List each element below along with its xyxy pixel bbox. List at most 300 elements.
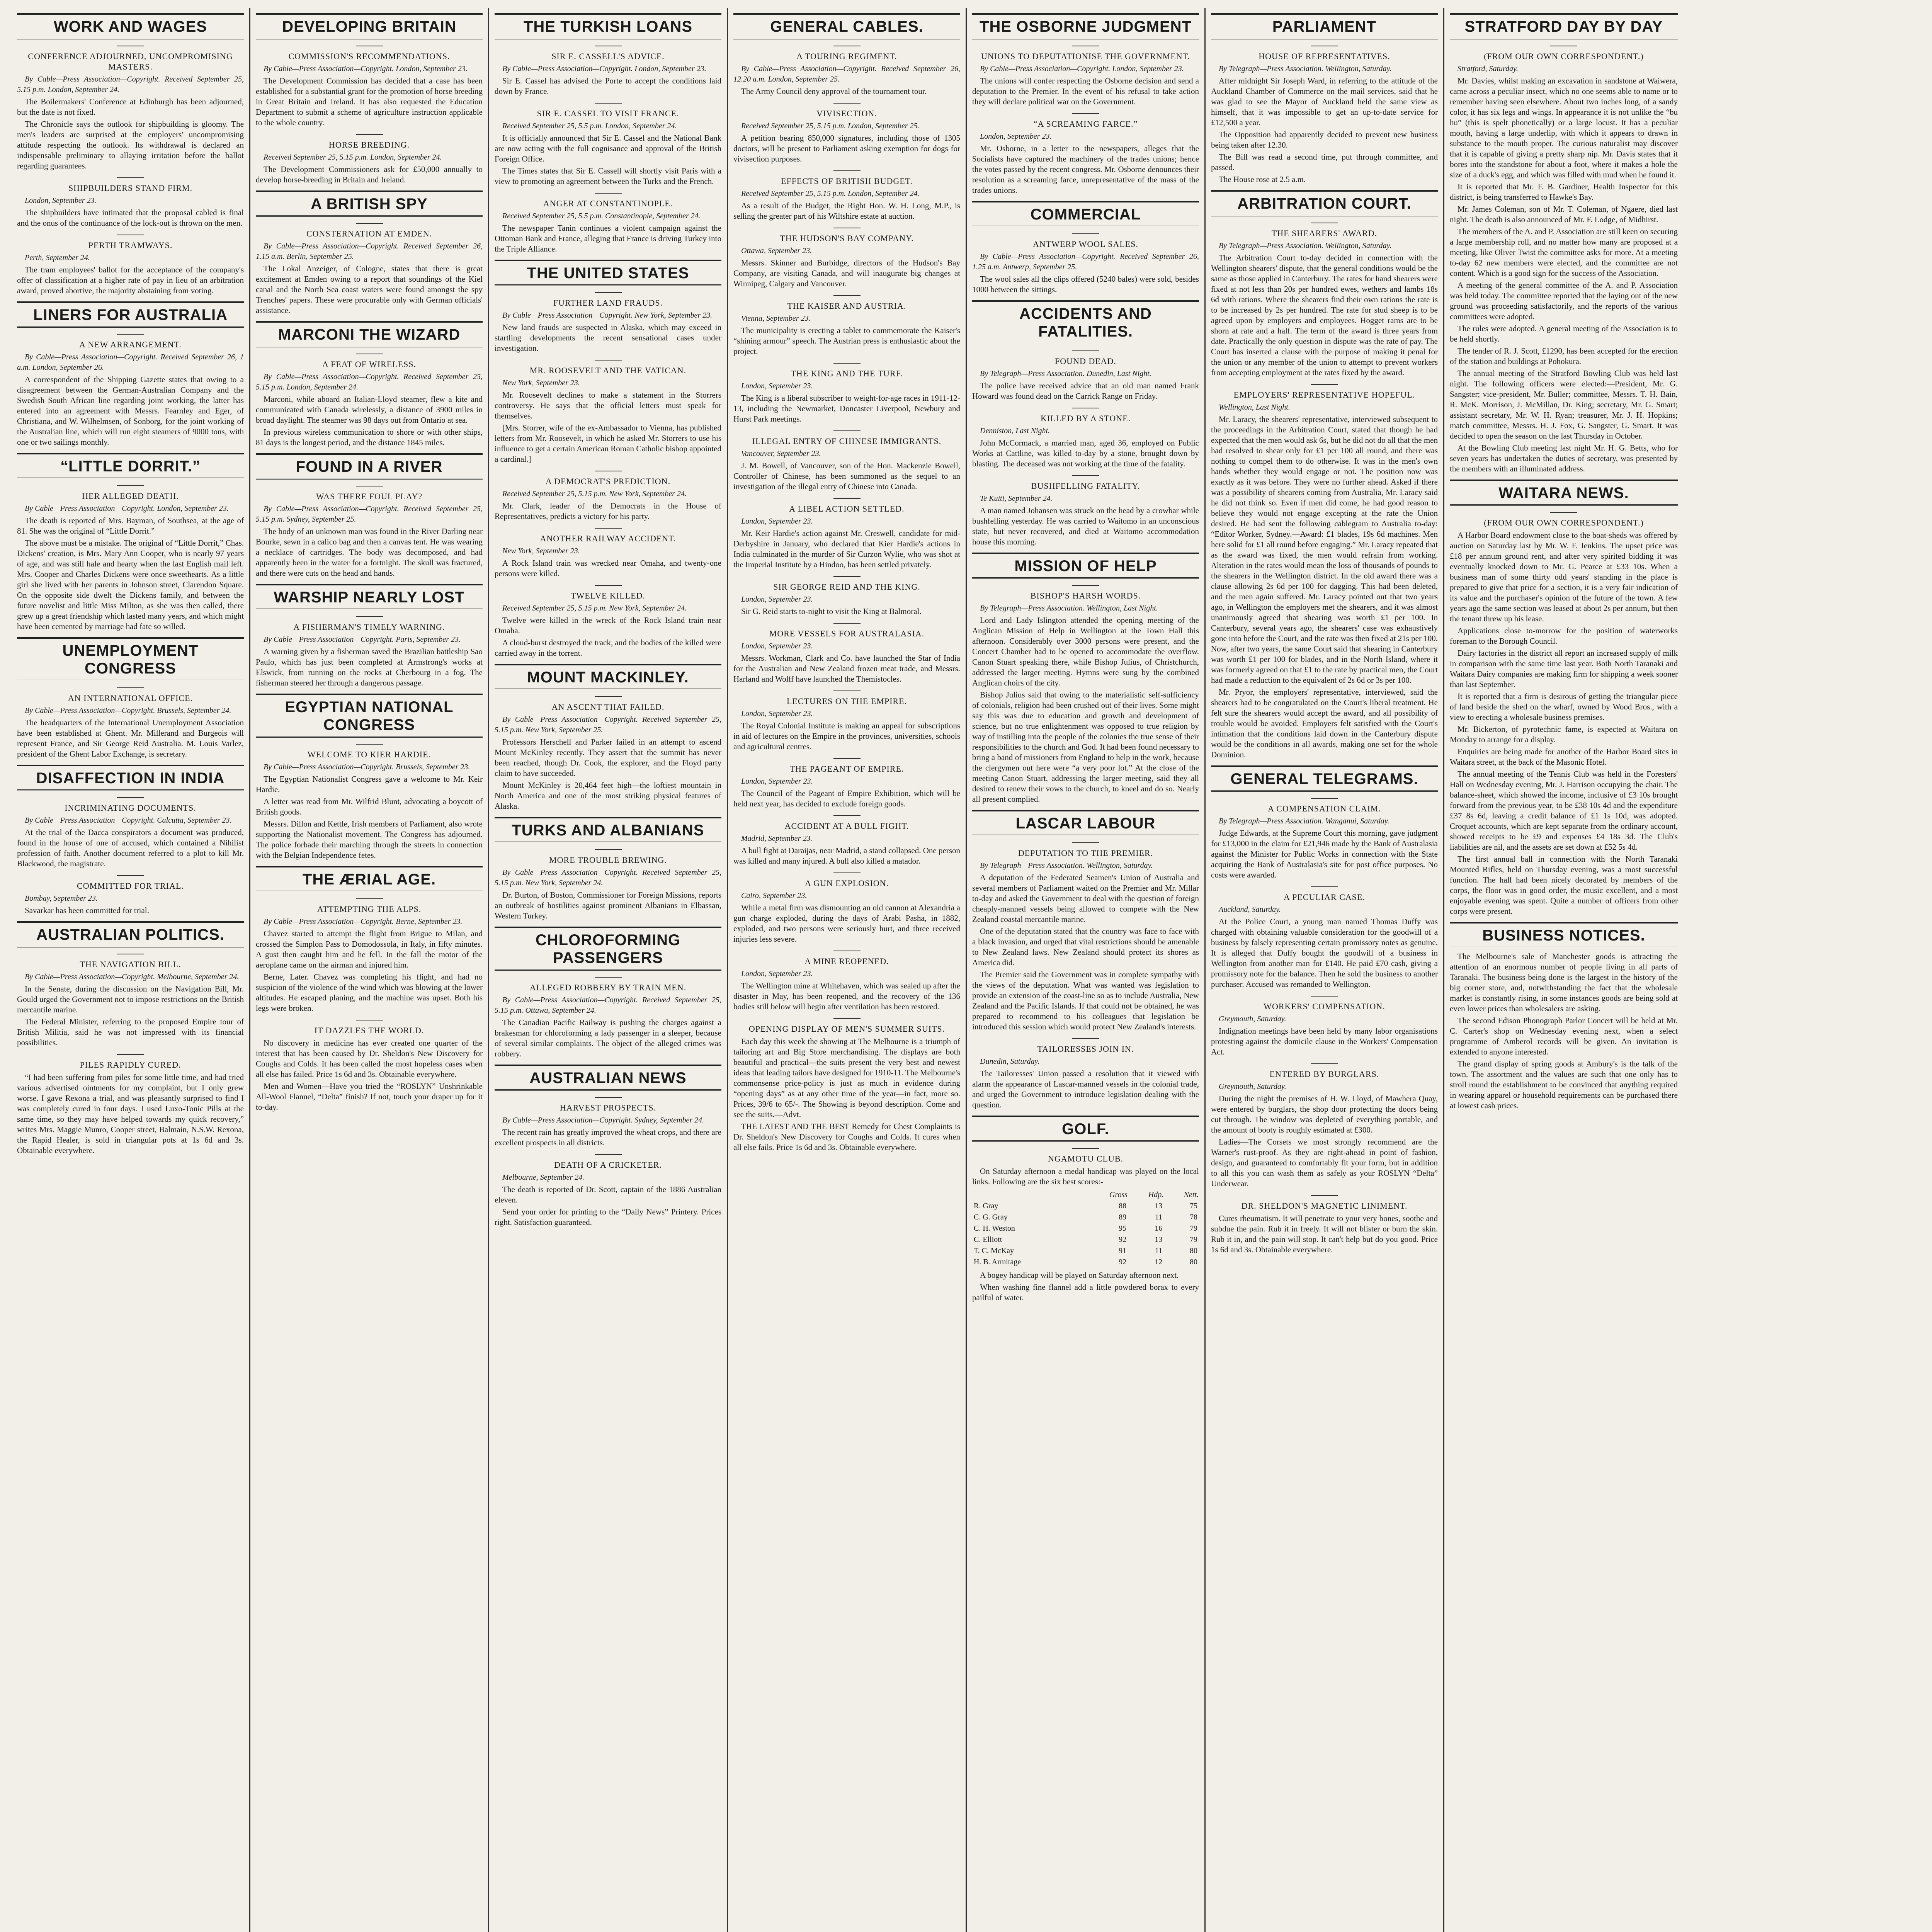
article	[733, 623, 960, 684]
article-subhead: IT DAZZLES THE WORLD.	[256, 1020, 483, 1036]
article	[495, 260, 721, 354]
article-headline: MISSION OF HELP	[972, 553, 1199, 579]
article-headline: FOUND IN A RIVER	[256, 453, 483, 480]
article-subhead: THE KING AND THE TURF.	[733, 363, 960, 379]
article	[17, 765, 244, 869]
article-subhead: ANGER AT CONSTANTINOPLE.	[495, 193, 721, 209]
article-dateline: Vancouver, September 23.	[741, 449, 821, 458]
article-dateline: London, September 23.	[25, 196, 97, 205]
article-dateline: Received September 25, 5.15 p.m. London, September 24.	[741, 189, 920, 198]
article-paragraph: At the trial of the Dacca conspirators a document was produced, found in the house of one of accused, which contained a Nihilist profession of faith. Another document referred to a plot to kill Mr. Blackwood, the magistrate.	[17, 828, 244, 868]
article-dateline: By Cable—Press Association—Copyright. Received September 25, 5.15 p.m. Ottawa, September 24.	[495, 996, 721, 1015]
article-paragraph: The Royal Colonial Institute is making an appeal for subscriptions in aid of lectures on the Empire in the provinces, universities, schools and agricultural centres.	[733, 721, 960, 751]
article-subhead: SIR E. CASSELL'S ADVICE.	[495, 46, 721, 61]
article-paragraph: The Arbitration Court to-day decided in connection with the Wellington shearers' dispute, that the general conditions would be the same as those applied in Canterbury. The rates for hand shearers were fixed at not less than 20s per hundred ewes, wethers and lambs 18s 6d with rations. Where the shearers find their own rations the rate is to be increased by 2s per hundred. The rate for stud sheep is to be agreed upon by employers and employees. Hogget rams are to be shorn at rate and a half. The term of the award is three years from date. Practically the only question in dispute was the rate of pay. The Court has inserted a clause with the purpose of making it penal for the union or any member of the union to attempt to prevent workers from accepting employment at the rates fixed by the award.	[1211, 253, 1438, 377]
scores-cell: C. G. Gray	[974, 1213, 1008, 1221]
article	[495, 585, 721, 658]
article	[972, 113, 1199, 196]
scores-cell: 13	[1155, 1235, 1163, 1244]
article-paragraph: The King is a liberal subscriber to weight-for-age races in 1911-12-13, including the Newmarket, Doncaster Liverpool, Newbury and Hurst Park meetings.	[733, 393, 960, 423]
scores-cell: 88	[1119, 1202, 1127, 1210]
article-paragraph: The Canadian Pacific Railway is pushing the charges against a brakesman for chloroforming a lady passenger in a sleeper, because of several similar complaints. The object of the alleged crimes was robbery.	[495, 1018, 721, 1058]
article-headline: MARCONI THE WIZARD	[256, 321, 483, 347]
article-dateline: New York, September 23.	[502, 379, 580, 387]
article-paragraph: The newspaper Tanin continues a violent campaign against the Ottoman Bank and France, alleging that France is driving Turkey into the Triple Alliance.	[495, 223, 721, 253]
article-paragraph: A warning given by a fisherman saved the Brazilian battleship Sao Paulo, which has just been completed at Armstrong's works at Elswick, from running on the rocks at Cherbourg in a fog. The fisherman steered her through a dangerous passage.	[256, 647, 483, 687]
article-subhead: “A SCREAMING FARCE.”	[972, 113, 1199, 129]
article-paragraph: The House rose at 2.5 a.m.	[1219, 175, 1306, 184]
article-headline: THE TURKISH LOANS	[495, 13, 721, 39]
article-paragraph: In the Senate, during the discussion on the Navigation Bill, Mr. Gould urged the Government not to impose restrictions on the British mercantile marine.	[17, 984, 244, 1014]
article-headline: GENERAL TELEGRAMS.	[1211, 765, 1438, 792]
article-paragraph: Mr. Pryor, the employers' representative, interviewed, said the shearers had to be congratulated on the Court's liberal treatment. He felt sure the shearers would accept the award, and all possibility of trouble would be avoided. Employers felt satisfied with the Court's intimation that the conditions laid down in the Canterbury dispute would be the conditions in all awards, making one set for the whole Dominion.	[1211, 687, 1438, 759]
article	[495, 927, 721, 1059]
article-subhead: THE KAISER AND AUSTRIA.	[733, 295, 960, 311]
article-paragraph: A meeting of the general committee of the A. and P. Association was held today. The committee reported that the laying out of the new ground was proceeding satisfactorily, and the reports of the various committees were adopted.	[1450, 281, 1678, 321]
article-headline: “LITTLE DORRIT.”	[17, 453, 244, 479]
article-dateline: By Cable—Press Association—Copyright. Brussels, September 23.	[264, 763, 470, 771]
article-paragraph: The death is reported of Dr. Scott, captain of the 1886 Australian eleven.	[495, 1185, 721, 1204]
article-dateline: By Cable—Press Association—Copyright. Received September 25, 5.15 p.m. London, September 24.	[17, 75, 244, 94]
article-paragraph: The first annual ball in connection with the North Taranaki Mounted Rifles, held on Thursday evening, was a most successful function. The hall had been nicely decorated by members of the corps, the floor was in good order, the music excellent, and a most enjoyable evening was spent. Quite a number of officers from other corps were present.	[1450, 854, 1678, 916]
article-paragraph: The tram employees' ballot for the acceptance of the company's offer of classification at a higher rate of pay in lieu of an arbitration award, proved abortive, the majority abstaining from voting.	[17, 265, 244, 295]
article-paragraph: The police have received advice that an old man named Frank Howard was found dead on the Carrick Range on Friday.	[972, 381, 1199, 401]
article-subhead: CONSTERNATION AT EMDEN.	[256, 223, 483, 239]
article-dateline: By Cable—Press Association—Copyright. Received September 26, 12.20 a.m. London, September 25.	[733, 65, 960, 83]
article	[17, 13, 244, 171]
article-dateline: By Telegraph—Press Association. Dunedin, Last Night.	[980, 369, 1151, 378]
article-paragraph: The municipality is erecting a tablet to commemorate the Kaiser's “shining armour” speech. The Austrian press is enthusiastic about the project.	[733, 326, 960, 356]
scores-cell: 89	[1119, 1213, 1127, 1221]
article-paragraph: Dr. Burton, of Boston, Commissioner for Foreign Missions, reports an outbreak of hostilities against prominent Albanians in Elbassan, Western Turkey.	[495, 890, 721, 920]
article-subhead: BUSHFELLING FATALITY.	[972, 475, 1199, 491]
article	[495, 360, 721, 464]
scores-header	[972, 1189, 1085, 1201]
table-row	[972, 1212, 1199, 1223]
article-paragraph: Mr. Clark, leader of the Democrats in the House of Representatives, predicts a victory for his party.	[495, 501, 721, 521]
article-paragraph: Mr. Bickerton, of pyrotechnic fame, is expected at Waitara on Monday to arrange for a display.	[1450, 724, 1678, 744]
article-paragraph: Berne, Later. Chavez was completing his flight, and had no suspicion of the violence of the wind which was blowing at the lower altitudes. He escaped planing, and the machine was upset. Both his legs were broken.	[256, 972, 483, 1013]
article-dateline: Received September 25, 5.15 p.m. New York, September 24.	[502, 490, 687, 498]
article-dateline: By Cable—Press Association—Copyright. London, September 23.	[25, 504, 229, 513]
article-paragraph: Mr. Roosevelt declines to make a statement in the Storrers controversy. He says that the official letters must speak for themselves.	[495, 390, 721, 420]
article-dateline: London, September 23.	[741, 642, 813, 650]
article-dateline: Madrid, September 23.	[741, 834, 813, 843]
article-dateline: Received September 25, 5.15 p.m. London, September 25.	[741, 122, 920, 130]
article-dateline: Melbourne, September 24.	[502, 1173, 585, 1182]
scores-cell: 79	[1190, 1235, 1197, 1244]
article-paragraph: A Harbor Board endowment close to the boat-sheds was offered by auction on Saturday last by Mr. W. F. Jenkins. The upset price was £18 per annum ground rent, and after very spirited bidding it was eventually knocked down to Mr. G. Pearce at £33 10s. When a business man of some thirty odd years' standing in the place is prepared to give that price for a section, it is a very fair indication of its value and the purchaser's opinion of the future of the town. A few years ago the same section was leased at about 2s per annum, but then the tenant threw up his lease.	[1450, 531, 1678, 623]
article	[1211, 1195, 1438, 1255]
article-paragraph: No discovery in medicine has ever created one quarter of the interest that has been caused by Dr. Sheldon's New Discovery for Coughs and Colds. It has been called the most hopeless cases when all else has failed. Price 1s 6d and 3s. Obtainable everywhere.	[256, 1038, 483, 1079]
article-dateline: London, September 23.	[741, 595, 813, 604]
news-column	[12, 8, 250, 1932]
article	[733, 758, 960, 809]
article	[256, 1020, 483, 1112]
article	[256, 190, 483, 316]
article	[1450, 13, 1678, 474]
article-paragraph: A man named Johansen was struck on the head by a crowbar while bushfelling yesterday. He was carried to Waitomo in an unconscious state, but never recovered, and died at Waitomo accommodation house this morning.	[972, 506, 1199, 546]
article	[256, 13, 483, 128]
scores-cell: 80	[1190, 1247, 1197, 1255]
table-row	[972, 1245, 1199, 1257]
article	[733, 576, 960, 617]
article-subhead: EFFECTS OF BRITISH BUDGET.	[733, 170, 960, 186]
article-headline: UNEMPLOYMENT CONGRESS	[17, 637, 244, 681]
article-subhead: HARVEST PROSPECTS.	[495, 1097, 721, 1113]
article	[1211, 886, 1438, 990]
scores-cell: 91	[1119, 1247, 1127, 1255]
article-dateline: Greymouth, Saturday.	[1219, 1015, 1286, 1023]
article-paragraph: Each day this week the showing at The Melbourne is a triumph of tailoring art and Big Store merchandising. The displays are both beautiful and practical—the suits present the very best and newest ideas that leading tailors have designed for 1910-11. The Melbourne's commonsense price-policy is just as much in evidence during “opening days” as at any other time of the year—in fact, more so. Prices, 39/6 to 65/-. The Showing is beyond description. Come and see the suits.—Advt.	[733, 1037, 960, 1119]
article-subhead: LECTURES ON THE EMPIRE.	[733, 690, 960, 706]
article-headline: AUSTRALIAN NEWS	[495, 1065, 721, 1091]
article-paragraph: Enquiries are being made for another of the Harbor Board sites in Waitara street, at the back of the Masonic Hotel.	[1450, 747, 1678, 767]
article-paragraph: Mr. Laracy, the shearers' representative, interviewed subsequent to the proceedings in the Arbitration Court, stated that though he had expected that the men would ask 6s, but he did not do all that the men had resolved to shear only for £1 per 100 all round, and there was nothing to compel them to do otherwise. It was in the men's own hands whether they would engage or not. The position now was exactly as it was before. They were no further ahead. Asked if there was a possibility of shearers coming from Australia, Mr. Laracy said he did not think so. Even if men did come, he had good reason to believe they would not engage excepting at the rate the Union desired. He had sent the following cablegram to Australia to-day: “Editor Worker, Sydney.—Award: £1 blades, 19s 6d machines. Men here solid for £1 all round before engaging.” Mr. Laracy repeated that as the award was fixed, the men would refrain from working. Alteration in the rates would mean the loss of thousands of pounds to the shearers in the Wellington district. In the old award there was a clause allowing 2s 6d per 100 for dagging. This had been deleted, and the men again suffered. Mr. Laracy pointed out that two years ago, in Wellington the employers met the shearers, and it was almost unanimously agreed that shearing was worth £1 per 100. In Canterbury, several years ago, the shearers' case was exhaustively gone into before the Court, and the rate was then fixed at 21s per 100. Now, after two years, the same Court said that shearing in Canterbury was worth £1 per 100 for blades, and in the North Island, where it was formerly agreed on that £1 to the rate by practical men, the Court had made a reduction to the equivalent of 2s 6d or 3s per 100.	[1211, 415, 1438, 685]
article-headline: ARBITRATION COURT.	[1211, 190, 1438, 216]
article-subhead: ILLEGAL ENTRY OF CHINESE IMMIGRANTS.	[733, 430, 960, 446]
article	[256, 584, 483, 688]
article-subhead: CONFERENCE ADJOURNED, UNCOMPROMISING MASTERS.	[17, 46, 244, 72]
article	[733, 363, 960, 424]
scores-cell: C. Elliott	[974, 1235, 1002, 1244]
scores-cell: H. B. Armitage	[974, 1258, 1021, 1266]
scores-cell: 16	[1155, 1224, 1163, 1233]
article-dateline: Bombay, September 23.	[25, 894, 98, 903]
article-headline: CHLOROFORMING PASSENGERS	[495, 927, 721, 971]
article	[1450, 922, 1678, 1111]
article-paragraph: Chavez started to attempt the flight from Brigue to Milan, and crossed the Simplon Pass to Domodossola, in Italy, in fifty minutes. A gust then caught him and he fell. In the fall the motor of the aeroplane came on the airman and injured him.	[256, 929, 483, 969]
article-paragraph: The Bill was read a second time, put through committee, and passed.	[1211, 152, 1438, 172]
article-subhead: (FROM OUR OWN CORRESPONDENT.)	[1450, 512, 1678, 528]
article-headline: THE ÆRIAL AGE.	[256, 866, 483, 892]
article	[495, 1065, 721, 1148]
article-paragraph: After midnight Sir Joseph Ward, in referring to the attitude of the Auckland Chamber of Commerce on the mail services, said that he was glad to see the Mayor of Auckland held the same view as himself, that it was impossible to get an up-to-date service for £12,500 a year.	[1211, 76, 1438, 127]
article-subhead: SIR E. CASSEL TO VISIT FRANCE.	[495, 103, 721, 119]
article	[17, 637, 244, 759]
article-subhead: HER ALLEGED DEATH.	[17, 485, 244, 501]
article	[1211, 1063, 1438, 1189]
article	[495, 471, 721, 522]
article-paragraph: Messrs. Skinner and Burbidge, directors of the Hudson's Bay Company, are visiting Canada, and will inaugurate big changes at Winnipeg, Calgary and Vancouver.	[733, 258, 960, 288]
article	[495, 528, 721, 579]
article	[495, 193, 721, 254]
article	[1450, 480, 1678, 917]
article	[256, 134, 483, 185]
article-headline: THE UNITED STATES	[495, 260, 721, 286]
article-subhead: PILES RAPIDLY CURED.	[17, 1054, 244, 1070]
article-subhead: ANTWERP WOOL SALES.	[972, 233, 1199, 249]
article-paragraph: The tender of R. J. Scott, £1290, has been accepted for the erection of the station and buildings at Pohokura.	[1450, 346, 1678, 366]
article	[17, 1054, 244, 1156]
article-subhead: FURTHER LAND FRAUDS.	[495, 292, 721, 308]
article	[495, 103, 721, 187]
article-dateline: Cairo, September 23.	[741, 891, 807, 900]
article-paragraph: J. M. Bowell, of Vancouver, son of the Hon. Mackenzie Bowell, Controller of Chinese, has been summoned as the sequel to an investigation of the illegal entry of Chinese into Canada.	[733, 461, 960, 491]
article	[733, 103, 960, 164]
article-subhead: A MINE REOPENED.	[733, 951, 960, 966]
article-paragraph: The shipbuilders have intimated that the proposal cabled is final and the onus of the continuance of the lock-out is thrown on the men.	[17, 208, 244, 228]
article-dateline: By Cable—Press Association—Copyright. Sydney, September 24.	[502, 1116, 704, 1124]
article-subhead: SHIPBUILDERS STAND FIRM.	[17, 177, 244, 193]
article-subhead: TAILORESSES JOIN IN.	[972, 1038, 1199, 1054]
article	[972, 810, 1199, 1032]
article-subhead: MR. ROOSEVELT AND THE VATICAN.	[495, 360, 721, 376]
article-subhead: ANOTHER RAILWAY ACCIDENT.	[495, 528, 721, 544]
article-paragraph: When washing fine flannel add a little powdered borax to every pailful of water.	[972, 1282, 1199, 1302]
article	[256, 694, 483, 861]
article-paragraph: Judge Edwards, at the Supreme Court this morning, gave judgment for £13,000 in the claim for £21,946 made by the Bank of Australasia against the Minister for Public Works in connection with the State acquiring the Bank of Australasia's site for post office purposes. No costs were awarded.	[1211, 828, 1438, 879]
article	[256, 321, 483, 448]
article-subhead: COMMISSION'S RECOMMENDATIONS.	[256, 46, 483, 61]
article-dateline: London, September 23.	[741, 969, 813, 978]
article-subhead: (FROM OUR OWN CORRESPONDENT.)	[1450, 46, 1678, 61]
article-dateline: Received September 25, 5.15 p.m. London, September 24.	[264, 153, 442, 162]
article-subhead: DEPUTATION TO THE PREMIER.	[972, 842, 1199, 858]
table-row	[972, 1223, 1199, 1234]
article-dateline: By Cable—Press Association—Copyright. Received September 26, 1.25 a.m. Antwerp, September 25.	[972, 252, 1199, 271]
article	[256, 453, 483, 578]
article	[17, 921, 244, 1048]
article-headline: WARSHIP NEARLY LOST	[256, 584, 483, 610]
article	[495, 817, 721, 921]
article-paragraph: The annual meeting of the Stratford Bowling Club was held last night. The following officers were elected:—President, Mr. G. Sangster; vice-president, Mr. Buller; committee, Messrs. T. H. Bain, R. McK. Morrison, J. McMillan, Dr. King; secretary, Mr. G. Smart; assistant secretary, Mr. W. H. Ryan; treasurer, Mr. J. H. Hopkins; match committee, Messrs. H. J. Fox, G. Sangster, G. Smart. It was decided to open the season on the last Thursday in October.	[1450, 369, 1678, 440]
scores-cell: 11	[1155, 1247, 1163, 1255]
news-column	[1206, 8, 1444, 1932]
article-paragraph: The Times states that Sir E. Cassell will shortly visit Paris with a view to promoting an agreement between the Turks and the French.	[495, 166, 721, 186]
article-paragraph: The death is reported of Mrs. Bayman, of Southsea, at the age of 81. She was the original of “Little Dorrit.”	[17, 516, 244, 536]
article-subhead: A PECULIAR CASE.	[1211, 886, 1438, 902]
article-dateline: New York, September 23.	[502, 547, 580, 555]
newspaper-page	[12, 8, 1932, 1932]
article-paragraph: Professors Herschell and Parker failed in an attempt to ascend Mount McKinley recently. They assert that the summit has never been reached, though Dr. Cook, the explorer, and the Floyd party claim to have succeeded.	[495, 737, 721, 778]
article-paragraph: The Egyptian Nationalist Congress gave a welcome to Mr. Keir Hardie.	[256, 774, 483, 794]
article-paragraph: The recent rain has greatly improved the wheat crops, and there are excellent prospects in all districts.	[495, 1128, 721, 1147]
article-dateline: By Telegraph—Press Association. Wanganui, Saturday.	[1219, 817, 1389, 825]
news-column	[967, 8, 1206, 1932]
article-dateline: By Telegraph—Press Association. Wellington, Last Night.	[980, 604, 1158, 612]
article-subhead: SIR GEORGE REID AND THE KING.	[733, 576, 960, 592]
article-headline: TURKS AND ALBANIANS	[495, 817, 721, 843]
article-paragraph: A bogey handicap will be played on Saturday afternoon next.	[980, 1270, 1179, 1280]
article-headline: COMMERCIAL	[972, 201, 1199, 227]
article-paragraph: The Tailoresses' Union passed a resolution that it viewed with alarm the appearance of Lascar-manned vessels in the colonial trade, and urged the Government to introduce legislation dealing with the question.	[972, 1069, 1199, 1109]
article-subhead: OPENING DISPLAY OF MEN'S SUMMER SUITS.	[733, 1018, 960, 1034]
article-dateline: Auckland, Saturday.	[1219, 905, 1281, 914]
article-subhead: TWELVE KILLED.	[495, 585, 721, 601]
article-dateline: By Cable—Press Association—Copyright. Berne, September 23.	[264, 917, 463, 926]
article-headline: LINERS FOR AUSTRALIA	[17, 301, 244, 328]
article-subhead: FOUND DEAD.	[972, 350, 1199, 366]
article-dateline: By Cable—Press Association—Copyright. Received September 25, 5.15 p.m. New York, September 25.	[495, 715, 721, 734]
article-paragraph: As a result of the Budget, the Right Hon. W. H. Long, M.P., is selling the greater part of his Wiltshire estate at auction.	[733, 201, 960, 221]
article-subhead: A COMPENSATION CLAIM.	[1211, 798, 1438, 814]
article-paragraph: The Premier said the Government was in complete sympathy with the views of the deputation. What was wanted was legislation to provide an extension of the coast-line so as to include Australia, New Zealand and the Pacific Islands. If that could not be obtained, he was prepared to recommend to his colleagues that legislation be introduced this session which would protect New Zealand's interests.	[972, 970, 1199, 1031]
article-paragraph: In previous wireless communication to shore or with other ships, 81 days is the longest period, and the distance 1845 miles.	[256, 427, 483, 447]
article-dateline: Stratford, Saturday.	[1458, 65, 1518, 73]
article-paragraph: The Wellington mine at Whitehaven, which was sealed up after the disaster in May, has been reopened, and the recovery of the 136 bodies still below will begin after ventilation has been restored.	[733, 981, 960, 1011]
article-subhead: WELCOME TO KIER HARDIE.	[256, 744, 483, 760]
article-subhead: THE SHEARERS' AWARD.	[1211, 223, 1438, 238]
article-paragraph: New land frauds are suspected in Alaska, which may exceed in startling developments the recent sensational cases under investigation.	[495, 323, 721, 353]
article-dateline: By Cable—Press Association—Copyright. Received September 25, 5.15 p.m. London, September 24.	[256, 372, 483, 391]
article-paragraph: The Lokal Anzeiger, of Cologne, states that there is great excitement at Emden owing to a report that soundings of the Kiel canal and the North Sea coast waters were found amongst the spy Trenches' papers. These were procurable only with German officials' assistance.	[256, 264, 483, 315]
article-dateline: By Cable—Press Association—Copyright. Brussels, September 24.	[25, 706, 231, 715]
article-dateline: By Telegraph—Press Association. Wellington, Saturday.	[980, 861, 1153, 870]
article	[733, 13, 960, 97]
scores-cell: 75	[1190, 1202, 1197, 1210]
article-subhead: WAS THERE FOUL PLAY?	[256, 486, 483, 502]
article-dateline: London, September 23.	[741, 777, 813, 786]
article-paragraph: The unions will confer respecting the Osborne decision and send a deputation to the Premier. In the event of his refusal to take action they will declare political war on the Government.	[972, 76, 1199, 106]
article-subhead: DEATH OF A CRICKETER.	[495, 1154, 721, 1170]
article-subhead: A FISHERMAN'S TIMELY WARNING.	[256, 616, 483, 632]
article-dateline: London, September 23.	[741, 517, 813, 526]
article-headline: ACCIDENTS AND FATALITIES.	[972, 300, 1199, 344]
article	[17, 235, 244, 296]
article-headline: EGYPTIAN NATIONAL CONGRESS	[256, 694, 483, 738]
table-row	[972, 1201, 1199, 1212]
article-paragraph: The Development Commissioners ask for £50,000 annually to develop horse-breeding in Britain and Ireland.	[256, 165, 483, 184]
article-headline: MOUNT MACKINLEY.	[495, 664, 721, 690]
article-paragraph: The members of the A. and P. Association are still keen on securing a large membership roll, and no matter how many are proposed at a meeting, like Oliver Twist the committee asks for more. At a meeting to-day 62 new members were elected, and the committee are not content. Which is a good sign for the success of the Association.	[1450, 227, 1678, 278]
article-dateline: By Cable—Press Association—Copyright. Received September 26, 1.15 a.m. Berlin, September 25.	[256, 242, 483, 261]
article-subhead: A DEMOCRAT'S PREDICTION.	[495, 471, 721, 486]
article-paragraph: Lord and Lady Islington attended the opening meeting of the Anglican Mission of Help in Wellington at the Town Hall this afternoon. Considerably over 3000 persons were present, and the Concert Chamber had to be opened to accommodate the overflow. Canon Stuart speaking there, while Bishop Julius, of Christchurch, addressed the larger meeting. Hymns were sung by the combined Anglican choirs of the city.	[972, 616, 1199, 687]
article-paragraph: The wool sales all the clips offered (5240 bales) were sold, besides 1000 between the sittings.	[972, 274, 1199, 294]
article-subhead: THE HUDSON'S BAY COMPANY.	[733, 228, 960, 243]
article	[972, 553, 1199, 804]
article-headline: DEVELOPING BRITAIN	[256, 13, 483, 39]
article-paragraph: One of the deputation stated that the country was face to face with a black invasion, and urged that vital restrictions should be amenable to New Zealand laws. New Zealand should protect its shores as America did.	[972, 927, 1199, 967]
article-paragraph: The grand display of spring goods at Ambury's is the talk of the town. The assortment and the values are such that one only has to stroll round the establishment to be convinced that anything required in wearing apparel or household requirements can be purchased there at lowest cash prices.	[1450, 1059, 1678, 1110]
article-headline: PARLIAMENT	[1211, 13, 1438, 39]
article-paragraph: Mr. Davies, whilst making an excavation in sandstone at Waiwera, came across a peculiar insect, which no one seems able to name or to remember having seen elsewhere. About two inches long, of a sandy color, it has six legs and wings. In appearance it is not unlike the “bu hu” (this is spelt phonetically) or a large locust. It has a peculiar mouth, having a large underlip, with which it appears to drawn in substance to the mouth proper. The curious naturalist may discover that it is capable of giving a pretty sharp nip. Mr. Davis states that it bores into the standstone for about a foot, where it makes a hole the size of a duck's egg, and which was filled with mud when he found it.	[1450, 76, 1678, 179]
article-paragraph: A deputation of the Federated Seamen's Union of Australia and several members of Parliament waited on the Premier and Mr. Millar to-day and asked the Government to deal with the question of foreign cheaply-manned vessels being allowed to compete with the New Zealand coastal mercantile marine.	[972, 873, 1199, 924]
scores-cell: 80	[1190, 1258, 1197, 1266]
article-paragraph: A Rock Island train was wrecked near Omaha, and twenty-one persons were killed.	[495, 558, 721, 578]
article	[256, 866, 483, 1014]
scores-cell: 95	[1119, 1224, 1127, 1233]
article-headline: THE OSBORNE JUDGMENT	[972, 13, 1199, 39]
article	[972, 201, 1199, 295]
article-subhead: DR. SHELDON'S MAGNETIC LINIMENT.	[1211, 1195, 1438, 1211]
article-paragraph: A letter was read from Mr. Wilfrid Blunt, advocating a boycott of British goods.	[256, 797, 483, 816]
article-paragraph: At the Police Court, a young man named Thomas Duffy was charged with obtaining valuable consideration for the goodwill of a business by falsely representing certain promissory notes as genuine. It is alleged that Duffy bought the goodwill of a business in Wellington from another man for £140. He paid £70 cash, giving a promissory note for the balance. Then he sold the business to another purchaser. Accused was remanded to Wellington.	[1211, 917, 1438, 989]
article-subhead: MORE TROUBLE BREWING.	[495, 849, 721, 865]
article	[495, 664, 721, 811]
scores-cell: 92	[1119, 1258, 1127, 1266]
article-paragraph: The above must be a mistake. The original of “Little Dorrit,” Chas. Dickens' creation, is Mrs. Mary Ann Cooper, who is nearly 97 years of age, and was still hale and hearty when the last English mail left. Mrs. Cooper and Charles Dickens were once sweethearts. As a little girl she lived with her parents in Johnson street, Clarendon Square. On the opposite side dwelt the Dickens family, and between the future novelist and little Miss Milton, as she was then called, there grew up a great friendship which lasted many years, and which might have been cemented by marriage had fate so willed.	[17, 538, 244, 631]
article-paragraph: A petition bearing 850,000 signatures, including those of 1305 doctors, will be present to Parliament asking exemption for dogs for vivisection purposes.	[733, 133, 960, 163]
article-subhead: ALLEGED ROBBERY BY TRAIN MEN.	[495, 977, 721, 993]
article-subhead: AN ASCENT THAT FAILED.	[495, 696, 721, 712]
article-dateline: By Cable—Press Association—Copyright. Received September 25, 5.15 p.m. Sydney, September 25.	[256, 505, 483, 524]
article-subhead: NGAMOTU CLUB.	[972, 1148, 1199, 1164]
article-paragraph: The Development Commission has decided that a case has been established for a substantial grant for the promotion of horse breeding in Great Britain and Ireland. It has also requested the Education Department to submit a scheme of agriculture instruction applicable to the whole country.	[256, 76, 483, 127]
article-paragraph: Twelve were killed in the wreck of the Rock Island train near Omaha.	[495, 616, 721, 635]
article-subhead: INCRIMINATING DOCUMENTS.	[17, 797, 244, 813]
article-subhead: A LIBEL ACTION SETTLED.	[733, 498, 960, 514]
article-paragraph: The body of an unknown man was found in the River Darling near Bourke, sewn in a calico bag and then a canvas tent. He was wearing a necklace of cartridges. The body was decomposed, and had apparently been in the water for a fortnight. The skull was fractured, and there were cuts on the head and hands.	[256, 527, 483, 578]
article-subhead: A TOURING REGIMENT.	[733, 46, 960, 61]
article-paragraph: Men and Women—Have you tried the “ROSLYN” Unshrinkable All-Wool Flannel, “Delta” finish? If not, touch your draper up for it to-day.	[256, 1082, 483, 1112]
article-paragraph: Bishop Julius said that owing to the materialistic self-sufficiency of colonials, religion had been crushed out of their lives. Some might say this was due to education and growth and development of science, but no true enlightenment was opposed to true religion by way of instilling into the people of the colonies the true sense of their responsibilities to the church and God. It had been found necessary to bring a band of missioners from England to help in the work, because the clergymen out here were “a very poor lot.” At the close of the meeting Canon Stuart, addressing the larger meeting, said they all desired to renew their vows to the church, to kneel and do so. Nearly all present complied.	[972, 690, 1199, 804]
article-paragraph: Messrs. Workman, Clark and Co. have launched the Star of India for the Australian and New Zealand frozen meat trade, and Messrs. Harland and Wolff have launched the Themistocles.	[733, 653, 960, 684]
article	[1211, 384, 1438, 760]
article	[1211, 190, 1438, 378]
article-dateline: By Cable—Press Association—Copyright. London, September 23.	[502, 65, 706, 73]
article	[733, 872, 960, 944]
article-paragraph: It is reported that Mr. F. B. Gardiner, Health Inspector for this district, is being transferred to Hawke's Bay.	[1450, 182, 1678, 202]
article-paragraph: Savarkar has been committed for trial.	[25, 906, 149, 915]
article-dateline: By Cable—Press Association—Copyright. Received September 26, 1 a.m. London, September 26.	[17, 353, 244, 372]
article	[1211, 996, 1438, 1057]
article-dateline: London, September 23.	[741, 709, 813, 718]
article-paragraph: During the night the premises of H. W. Lloyd, of Mawhera Quay, were entered by burglars, the shop door protecting the doors being cut through. The window was depleted of everything portable, and the amount of booty is roughly estimated at £300.	[1211, 1094, 1438, 1134]
news-column	[728, 8, 967, 1932]
article-subhead: EMPLOYERS' REPRESENTATIVE HOPEFUL.	[1211, 384, 1438, 400]
article-dateline: Te Kuiti, September 24.	[980, 494, 1053, 503]
article-paragraph: The second Edison Phonograph Parlor Concert will be held at Mr. C. Carter's shop on Wednesday evening next, when a select programme of Amberol records will be given. An invitation is extended to anyone interested.	[1450, 1016, 1678, 1056]
article	[733, 170, 960, 221]
article	[733, 1018, 960, 1153]
article-dateline: Ottawa, September 23.	[741, 247, 812, 255]
article-dateline: By Cable—Press Association—Copyright. London, September 23.	[980, 65, 1184, 73]
article-subhead: THE PAGEANT OF EMPIRE.	[733, 758, 960, 774]
article-dateline: By Telegraph—Press Association. Wellington, Saturday.	[1219, 242, 1392, 250]
article-dateline: Perth, September 24.	[25, 253, 90, 262]
article-dateline: Wellington, Last Night.	[1219, 403, 1290, 412]
article	[972, 1038, 1199, 1110]
article-subhead: A FEAT OF WIRELESS.	[256, 354, 483, 369]
scores-cell: 79	[1190, 1224, 1197, 1233]
scores-cell: T. C. McKay	[974, 1247, 1014, 1255]
article-subhead: MORE VESSELS FOR AUSTRALASIA.	[733, 623, 960, 639]
article-dateline: Received September 25, 5.15 p.m. New York, September 24.	[502, 604, 687, 612]
article-dateline: London, September 23.	[980, 132, 1052, 141]
article-paragraph: Mr. Osborne, in a letter to the newspapers, alleges that the Socialists have captured the machinery of the trades unions; hence the votes passed by the recent congress. Mr. Osborne denounces their resolution as a screaming farce, unrepresentative of the mass of the trades unions.	[972, 144, 1199, 195]
article-dateline: London, September 23.	[741, 382, 813, 390]
table-row	[972, 1234, 1199, 1245]
article-subhead: WORKERS' COMPENSATION.	[1211, 996, 1438, 1012]
article-dateline: By Cable—Press Association—Copyright. London, September 23.	[264, 65, 468, 73]
news-column	[489, 8, 728, 1932]
article-paragraph: Mr. Keir Hardie's action against Mr. Creswell, candidate for mid-Derbyshire in January, who declared that Kier Hardie's actions in India culminated in the murder of Sir Curzon Wylie, who was shot at the Imperial Institute by a Hindoo, has been settled privately.	[733, 529, 960, 569]
article	[495, 13, 721, 97]
article-paragraph: Indignation meetings have been held by many labor organisations protesting against the domicile clause in the Workers' Compensation Act.	[1211, 1026, 1438, 1056]
article-dateline: Received September 25, 5.5 p.m. Constantinople, September 24.	[502, 212, 701, 220]
article-subhead: VIVISECTION.	[733, 103, 960, 119]
article-paragraph: A bull fight at Daraijas, near Madrid, a stand collapsed. One person was killed and many injured. A bull also killed a matador.	[733, 846, 960, 866]
article-paragraph: Sir G. Reid starts to-night to visit the King at Balmoral.	[741, 607, 922, 616]
scores-header: Gross	[1109, 1190, 1128, 1199]
article-paragraph: Mr. James Coleman, son of Mr. T. Coleman, of Ngaere, died last night. The death is also announced of Mr. F. Lodge, of Midhirst.	[1450, 204, 1678, 224]
scores-cell: 13	[1155, 1202, 1163, 1210]
article-paragraph: Mount McKinley is 20,464 feet high—the loftiest mountain in North America and one of the most striking physical features of Alaska.	[495, 781, 721, 811]
article-headline: STRATFORD DAY BY DAY	[1450, 13, 1678, 39]
article-headline: WORK AND WAGES	[17, 13, 244, 39]
article-paragraph: Dairy factories in the district all report an increased supply of milk in comparison with the same time last year. Both North Taranaki and Waitara Dairy companies are making firm for shipping a week sooner than last September.	[1450, 648, 1678, 689]
article-paragraph: The Boilermakers' Conference at Edinburgh has been adjourned, but the date is not fixed.	[17, 97, 244, 117]
article-paragraph: Applications close to-morrow for the position of waterworks foreman to the Borough Council.	[1450, 626, 1678, 646]
article	[495, 1154, 721, 1228]
article-paragraph: The annual meeting of the Tennis Club was held in the Foresters' Hall on Wednesday evening, Mr. J. Harrison occupying the chair. The balance-sheet, which showed the income, inclusive of £3 10s brought forward from the previous year, to be £38 10s 4d and the expenditure £37 8s 6d, leaving a credit balance of £1 1s 10d, was adopted. Croquet accounts, which are kept separate from the ordinary account, showed receipts to be £9 and expenses £4 18s 3d. The Club's liabilities are nil, and the assets are set down at £52 5s 4d.	[1450, 769, 1678, 852]
article-paragraph: [Mrs. Storrer, wife of the ex-Ambassador to Vienna, has published letters from Mr. Roosevelt, in which he asked Mr. Storrers to use his influence to get a certain American Roman Catholic bishop appointed a cardinal.]	[495, 423, 721, 464]
article-headline: GENERAL CABLES.	[733, 13, 960, 39]
article	[972, 408, 1199, 469]
article	[17, 453, 244, 632]
